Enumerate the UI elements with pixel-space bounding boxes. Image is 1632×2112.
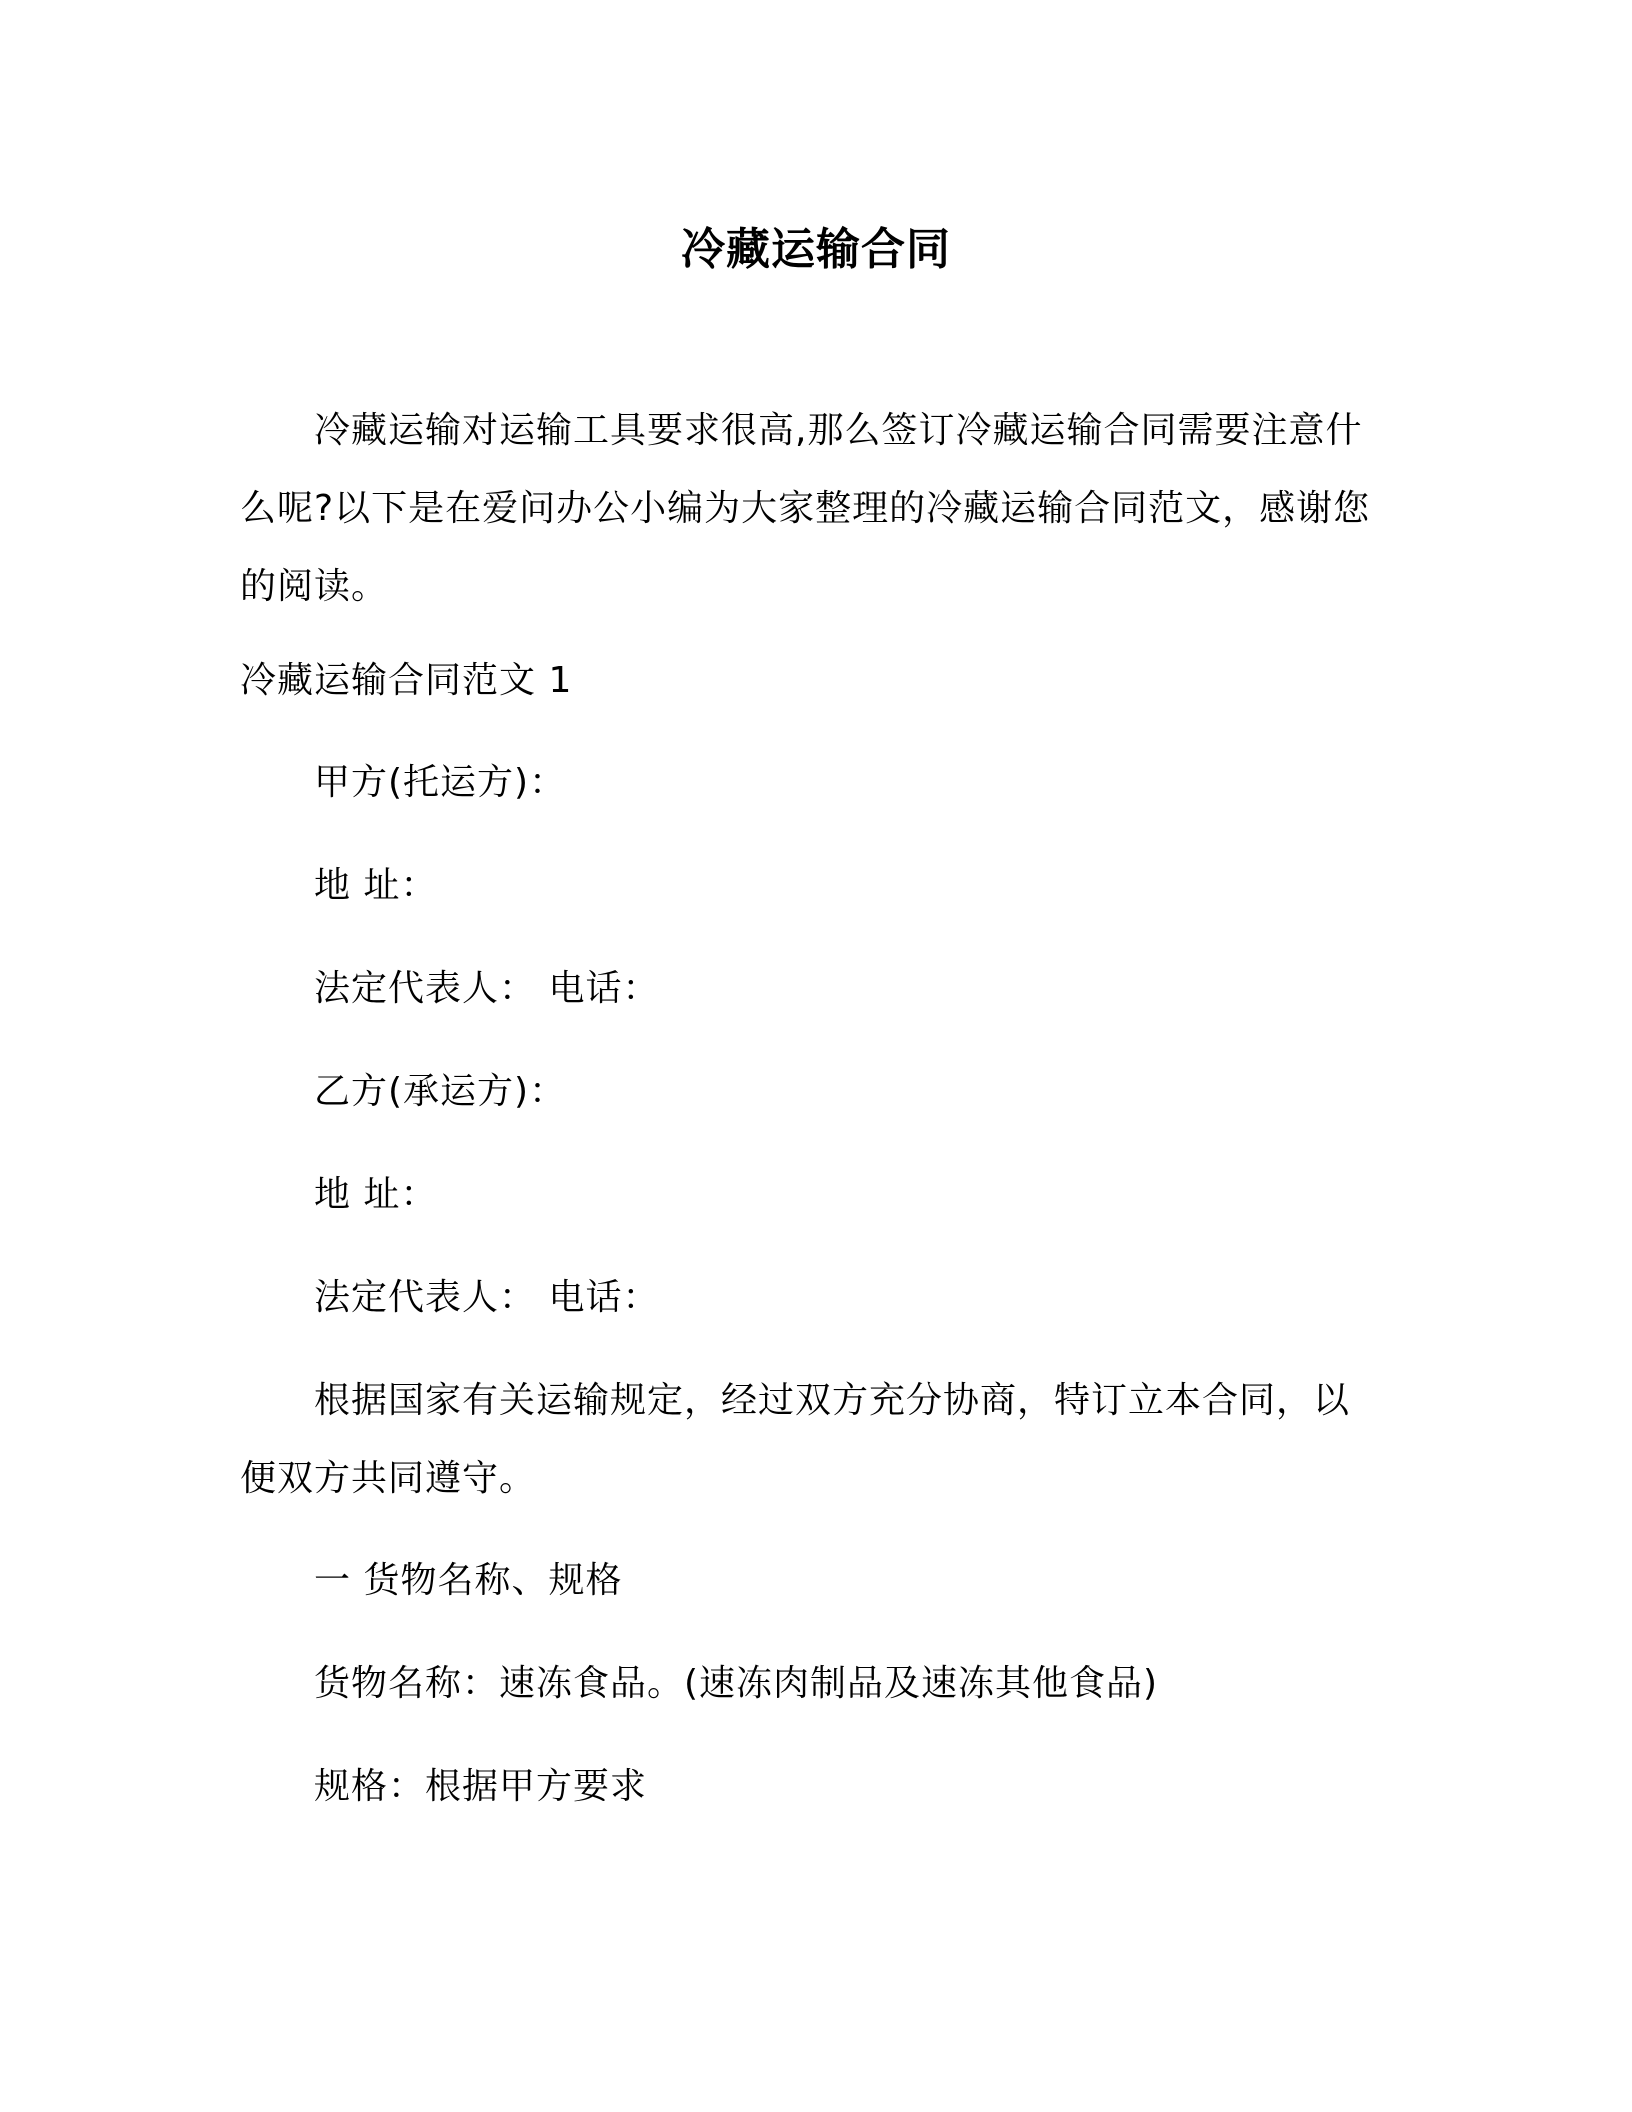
goods-name-line: 货物名称：速冻食品。(速冻肉制品及速冻其他食品) — [314, 1663, 1159, 1704]
document-title: 冷藏运输合同 — [681, 224, 951, 275]
sample-heading: 冷藏运输合同范文 1 — [240, 660, 573, 701]
section1-heading: 一 货物名称、规格 — [314, 1560, 623, 1601]
party-a-line: 甲方(托运方)： — [314, 762, 567, 803]
agreement-paragraph: 根据国家有关运输规定，经过双方充分协商，特订立本合同，以便双方共同遵守。 — [240, 1380, 1351, 1499]
intro-paragraph: 冷藏运输对运输工具要求很高,那么签订冷藏运输合同需要注意什么呢?以下是在爱问办公小编为大家整理的冷藏运输合同范文，感谢您的阅读。 — [240, 410, 1371, 607]
party-b-line: 乙方(承运方)： — [314, 1071, 567, 1112]
party-b-rep-line: 法定代表人： 电话： — [314, 1277, 660, 1318]
party-a-address-line: 地 址： — [314, 865, 438, 906]
spec-line: 规格：根据甲方要求 — [314, 1766, 648, 1807]
party-a-rep-line: 法定代表人： 电话： — [314, 968, 660, 1009]
party-b-address-line: 地 址： — [314, 1174, 438, 1215]
